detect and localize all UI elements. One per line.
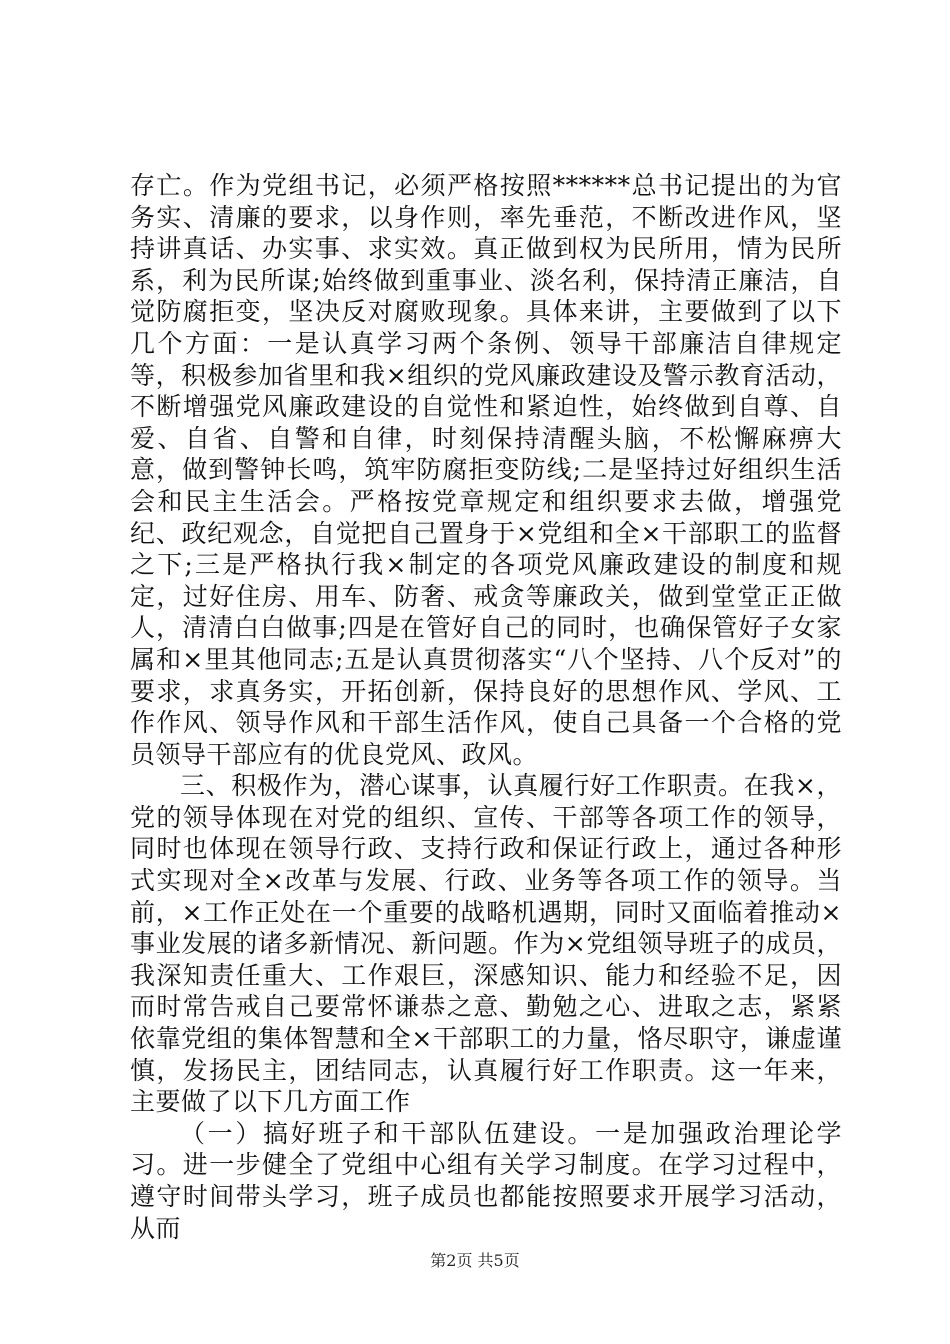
page-number-footer: 第2页 共5页 bbox=[430, 1251, 520, 1270]
paragraph-2: 三、积极作为，潜心谋事，认真履行好工作职责。在我×，党的领导体现在对党的组织、宣传、干部等各项工作的领导，同时也体现在领导行政、支持行政和保证行政上，通过各种形式实现对全×改革与发展、行政、业务等各项工作的领导。当前，×工作正处在一个重要的战略机遇期，同时又面临着推动×事业发展的诸多新情况、新问题。作为×党组领导班子的成员，我深知责任重大、工作艰巨，深感知识、能力和经验不足，因而时常告戒自己要常怀谦恭之意、勤勉之心、进取之志，紧紧依靠党组的集体智慧和全×干部职工的力量，恪尽职守，谦虚谨慎，发扬民主，团结同志，认真履行好工作职责。这一年来，主要做了以下几方面工作 bbox=[130, 771, 842, 1117]
paragraph-1: 存亡。作为党组书记，必须严格按照******总书记提出的为官务实、清廉的要求，以身作则，率先垂范，不断改进作风，坚持讲真话、办实事、求实效。真正做到权为民所用，情为民所系，利为民所谋;始终做到重事业、淡名利，保持清正廉洁，自觉防腐拒变，坚决反对腐败现象。具体来讲，主要做到了以下几个方面：一是认真学习两个条例、领导干部廉洁自律规定等，积极参加省里和我×组织的党风廉政建设及警示教育活动，不断增强党风廉政建设的自觉性和紧迫性，始终做到自尊、自爱、自省、自警和自律，时刻保持清醒头脑，不松懈麻痹大意，做到警钟长鸣，筑牢防腐拒变防线;二是坚持过好组织生活会和民主生活会。严格按党章规定和组织要求去做，增强党纪、政纪观念，自觉把自己置身于×党组和全×干部职工的监督之下;三是严格执行我×制定的各项党风廉政建设的制度和规定，过好住房、用车、防奢、戒贪等廉政关，做到堂堂正正做人，清清白白做事;四是在管好自己的同时，也确保管好子女家属和×里其他同志;五是认真贯彻落实“八个坚持、八个反对”的要求，求真务实，开拓创新，保持良好的思想作风、学风、工作作风、领导作风和干部生活作风，使自己具备一个合格的党员领导干部应有的优良党风、政风。 bbox=[130, 171, 842, 769]
document-body bbox=[130, 170, 842, 1244]
paragraph-3: （一）搞好班子和干部队伍建设。一是加强政治理论学习。进一步健全了党组中心组有关学习制度。在学习过程中，遵守时间带头学习，班子成员也都能按照要求开展学习活动，从而 bbox=[130, 1118, 842, 1243]
